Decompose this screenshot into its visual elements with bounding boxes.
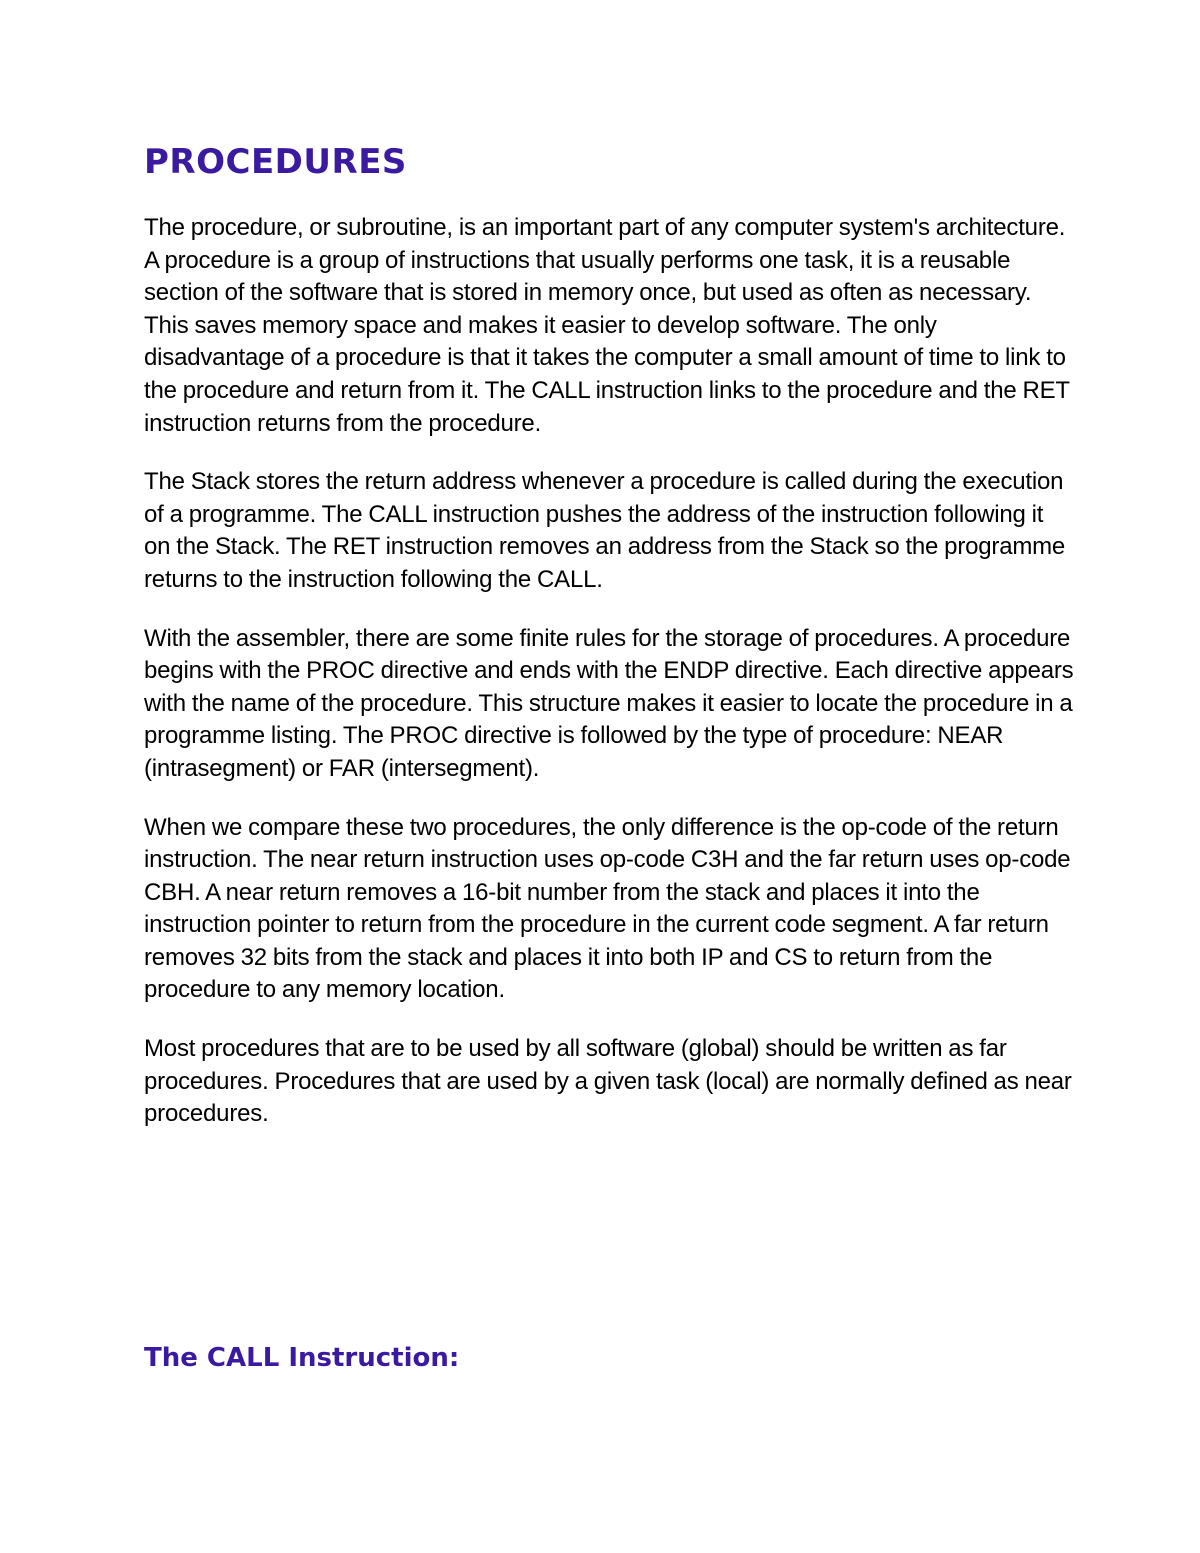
section-heading-call-instruction: The CALL Instruction:: [144, 1343, 460, 1373]
document-page: [144, 140, 1074, 1157]
paragraph-return-comparison: When we compare these two procedures, the only difference is the op-code of the return instruction. The near return instruction uses op-code C3H and the far return uses op-code CBH. A near return removes a 16-bit number from the stack and places it into the instruction pointer to return from the procedure in the current code segment. A far return removes 32 bits from the stack and places it into both IP and CS to return from the procedure to any memory location.: [144, 813, 1071, 1004]
paragraph-stack: The Stack stores the return address whenever a procedure is called during the execution of a programme. The CALL instruction pushes the address of the instruction following it on the Stack. The RET instruction removes an address from the Stack so the programme returns to the instruction following the CALL.: [144, 468, 1066, 593]
paragraph-intro: The procedure, or subroutine, is an important part of any computer system's architecture. A procedure is a group of instructions that usually performs one task, it is a reusable section of the software that is stored in memory once, but used as often as necessary. This saves memory space and makes it easier to develop software. The only disadvantage of a procedure is that it takes the computer a small amount of time to link to the procedure and return from it. The CALL instruction links to the procedure and the RET instruction returns from the procedure.: [144, 214, 1070, 437]
paragraph-global-local: Most procedures that are to be used by all software (global) should be written as far procedures. Procedures that are used by a given task (local) are normally defined as near procedures.: [144, 1035, 1072, 1128]
paragraph-assembler-rules: With the assembler, there are some finite rules for the storage of procedures. A procedure begins with the PROC directive and ends with the ENDP directive. Each directive appears with the name of the procedure. This structure makes it easier to locate the procedure in a programme listing. The PROC directive is followed by the type of procedure: NEAR (intrasegment) or FAR (intersegment).: [144, 624, 1074, 782]
page-title: PROCEDURES: [144, 142, 407, 182]
